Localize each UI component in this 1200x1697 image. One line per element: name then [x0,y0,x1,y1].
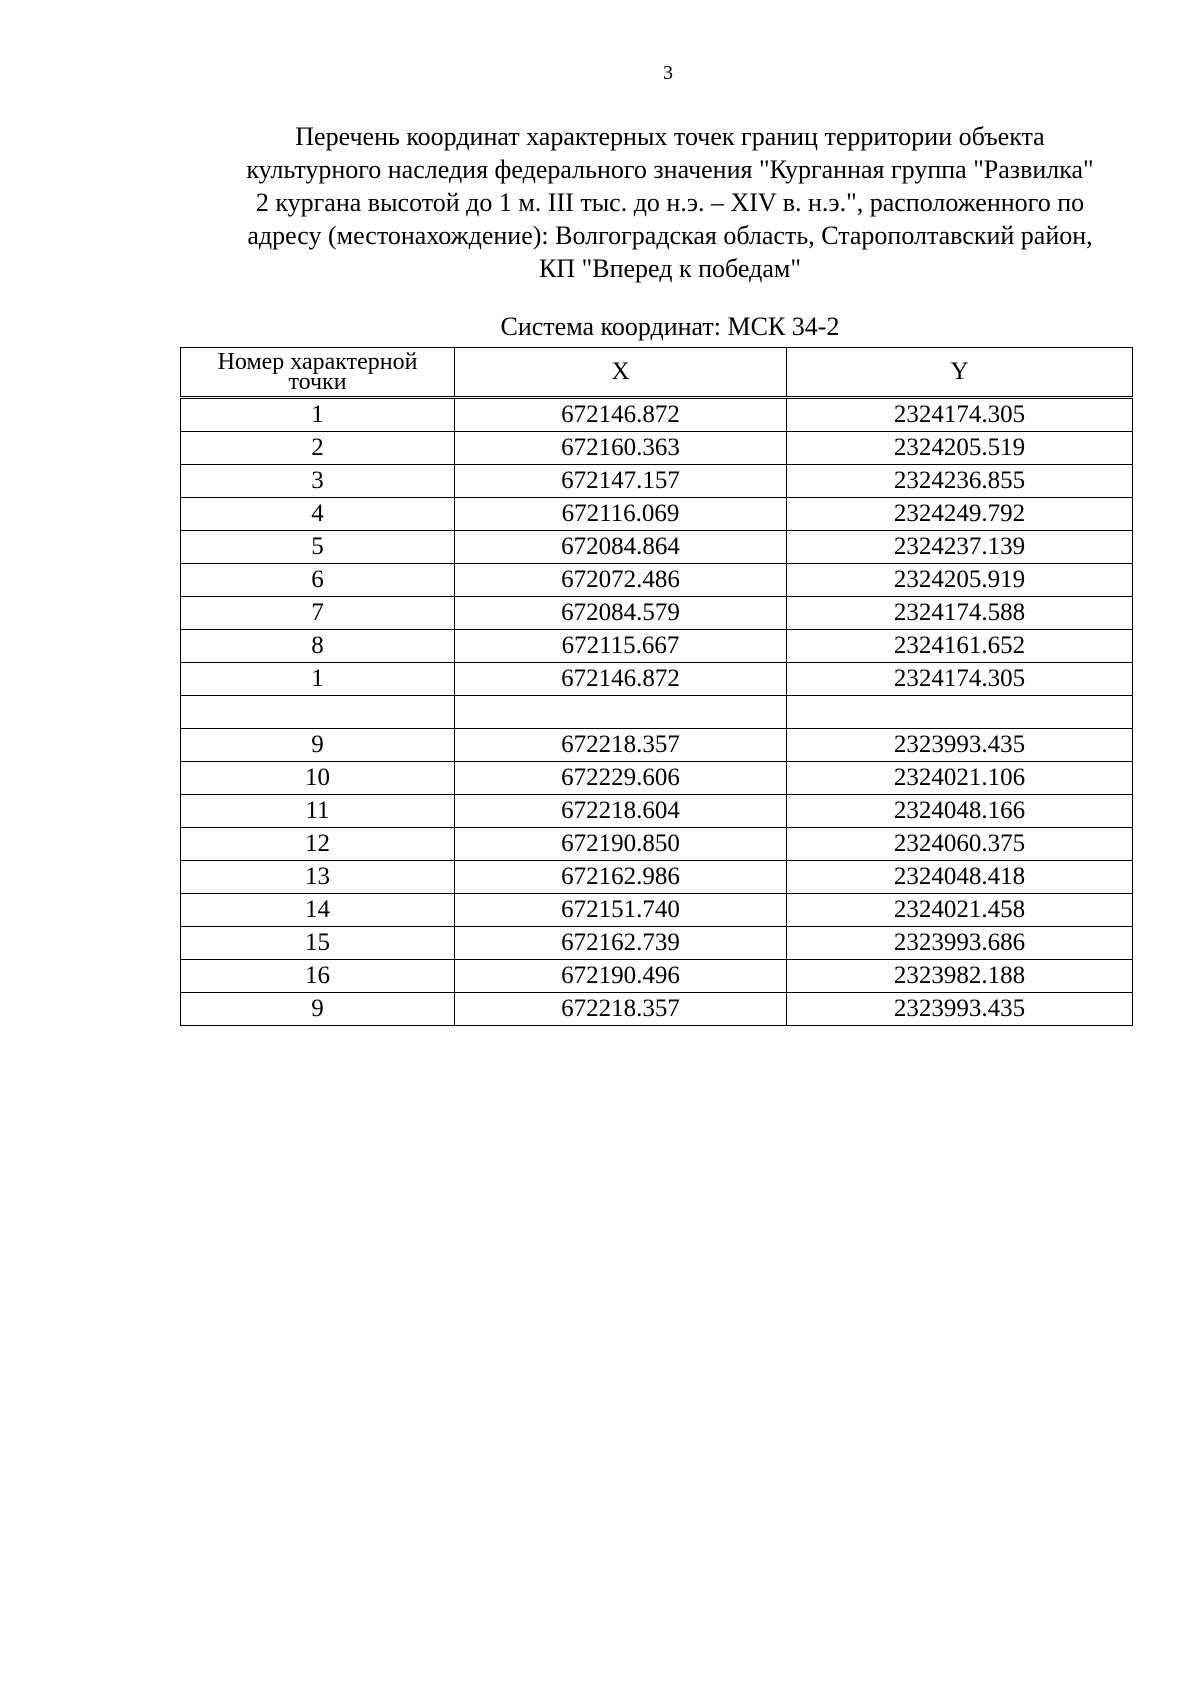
cell-x: 672218.357 [455,993,787,1026]
title-line: КП "Вперед к победам" [539,254,801,283]
cell-y: 2324174.305 [787,398,1133,432]
cell-point-number [181,696,455,729]
header-y: Y [787,348,1133,398]
cell-point-number: 13 [181,861,455,894]
cell-y: 2324021.458 [787,894,1133,927]
table-row [181,630,1133,663]
cell-x: 672160.363 [455,432,787,465]
header-point-number-line1: Номер характерной [217,349,418,375]
cell-y: 2324060.375 [787,828,1133,861]
table-row [181,398,1133,432]
table-header-row [181,348,1133,398]
table-row [181,927,1133,960]
cell-y: 2324205.519 [787,432,1133,465]
table-row [181,729,1133,762]
table-row [181,960,1133,993]
header-x: X [455,348,787,398]
cell-y: 2324174.588 [787,597,1133,630]
cell-x: 672146.872 [455,663,787,696]
cell-x: 672218.357 [455,729,787,762]
cell-point-number: 12 [181,828,455,861]
table-row [181,828,1133,861]
cell-y: 2324237.139 [787,531,1133,564]
cell-x: 672162.986 [455,861,787,894]
cell-point-number: 2 [181,432,455,465]
table-row [181,597,1133,630]
table-row [181,993,1133,1026]
table-row [181,762,1133,795]
cell-x: 672162.739 [455,927,787,960]
table-row [181,498,1133,531]
cell-x: 672218.604 [455,795,787,828]
table-row [181,861,1133,894]
cell-y: 2323993.435 [787,729,1133,762]
cell-y [787,696,1133,729]
table-row [181,564,1133,597]
coordinates-table [180,347,1133,1026]
cell-point-number: 8 [181,630,455,663]
cell-x: 672151.740 [455,894,787,927]
table-row [181,894,1133,927]
table-body [181,398,1133,1026]
cell-point-number: 16 [181,960,455,993]
coordinate-system-caption: Система координат: МСК 34-2 [500,312,840,341]
cell-y: 2323993.686 [787,927,1133,960]
cell-x: 672115.667 [455,630,787,663]
cell-x: 672116.069 [455,498,787,531]
table-row [181,465,1133,498]
cell-point-number: 1 [181,398,455,432]
table-row [181,696,1133,729]
cell-point-number: 10 [181,762,455,795]
cell-point-number: 9 [181,729,455,762]
cell-point-number: 6 [181,564,455,597]
cell-point-number: 7 [181,597,455,630]
table-row [181,663,1133,696]
cell-x: 672146.872 [455,398,787,432]
page-number: 3 [663,62,673,84]
title-line: культурного наследия федерального значения "Курганная группа "Развилка" [246,155,1094,184]
title-line: адресу (местонахождение): Волгоградская область, Старополтавский район, [247,221,1093,250]
document-title [180,120,1160,285]
cell-y: 2324174.305 [787,663,1133,696]
cell-point-number: 1 [181,663,455,696]
cell-x: 672190.850 [455,828,787,861]
cell-y: 2324161.652 [787,630,1133,663]
table-row [181,531,1133,564]
cell-x: 672190.496 [455,960,787,993]
cell-x [455,696,787,729]
cell-point-number: 9 [181,993,455,1026]
cell-y: 2324205.919 [787,564,1133,597]
cell-y: 2324048.418 [787,861,1133,894]
cell-point-number: 3 [181,465,455,498]
cell-x: 672229.606 [455,762,787,795]
cell-point-number: 11 [181,795,455,828]
table-row [181,795,1133,828]
header-point-number-line2: точки [288,369,347,395]
cell-x: 672084.864 [455,531,787,564]
cell-point-number: 14 [181,894,455,927]
header-point-number [181,348,455,398]
cell-y: 2324236.855 [787,465,1133,498]
cell-y: 2324048.166 [787,795,1133,828]
cell-x: 672147.157 [455,465,787,498]
cell-y: 2324021.106 [787,762,1133,795]
cell-point-number: 4 [181,498,455,531]
cell-y: 2323982.188 [787,960,1133,993]
cell-x: 672084.579 [455,597,787,630]
cell-y: 2324249.792 [787,498,1133,531]
table-row [181,432,1133,465]
title-line: Перечень координат характерных точек границ территории объекта [295,122,1045,151]
cell-x: 672072.486 [455,564,787,597]
cell-y: 2323993.435 [787,993,1133,1026]
cell-point-number: 15 [181,927,455,960]
title-line: 2 кургана высотой до 1 м. III тыс. до н.э. – XIV в. н.э.", расположенного по [255,188,1085,217]
cell-point-number: 5 [181,531,455,564]
